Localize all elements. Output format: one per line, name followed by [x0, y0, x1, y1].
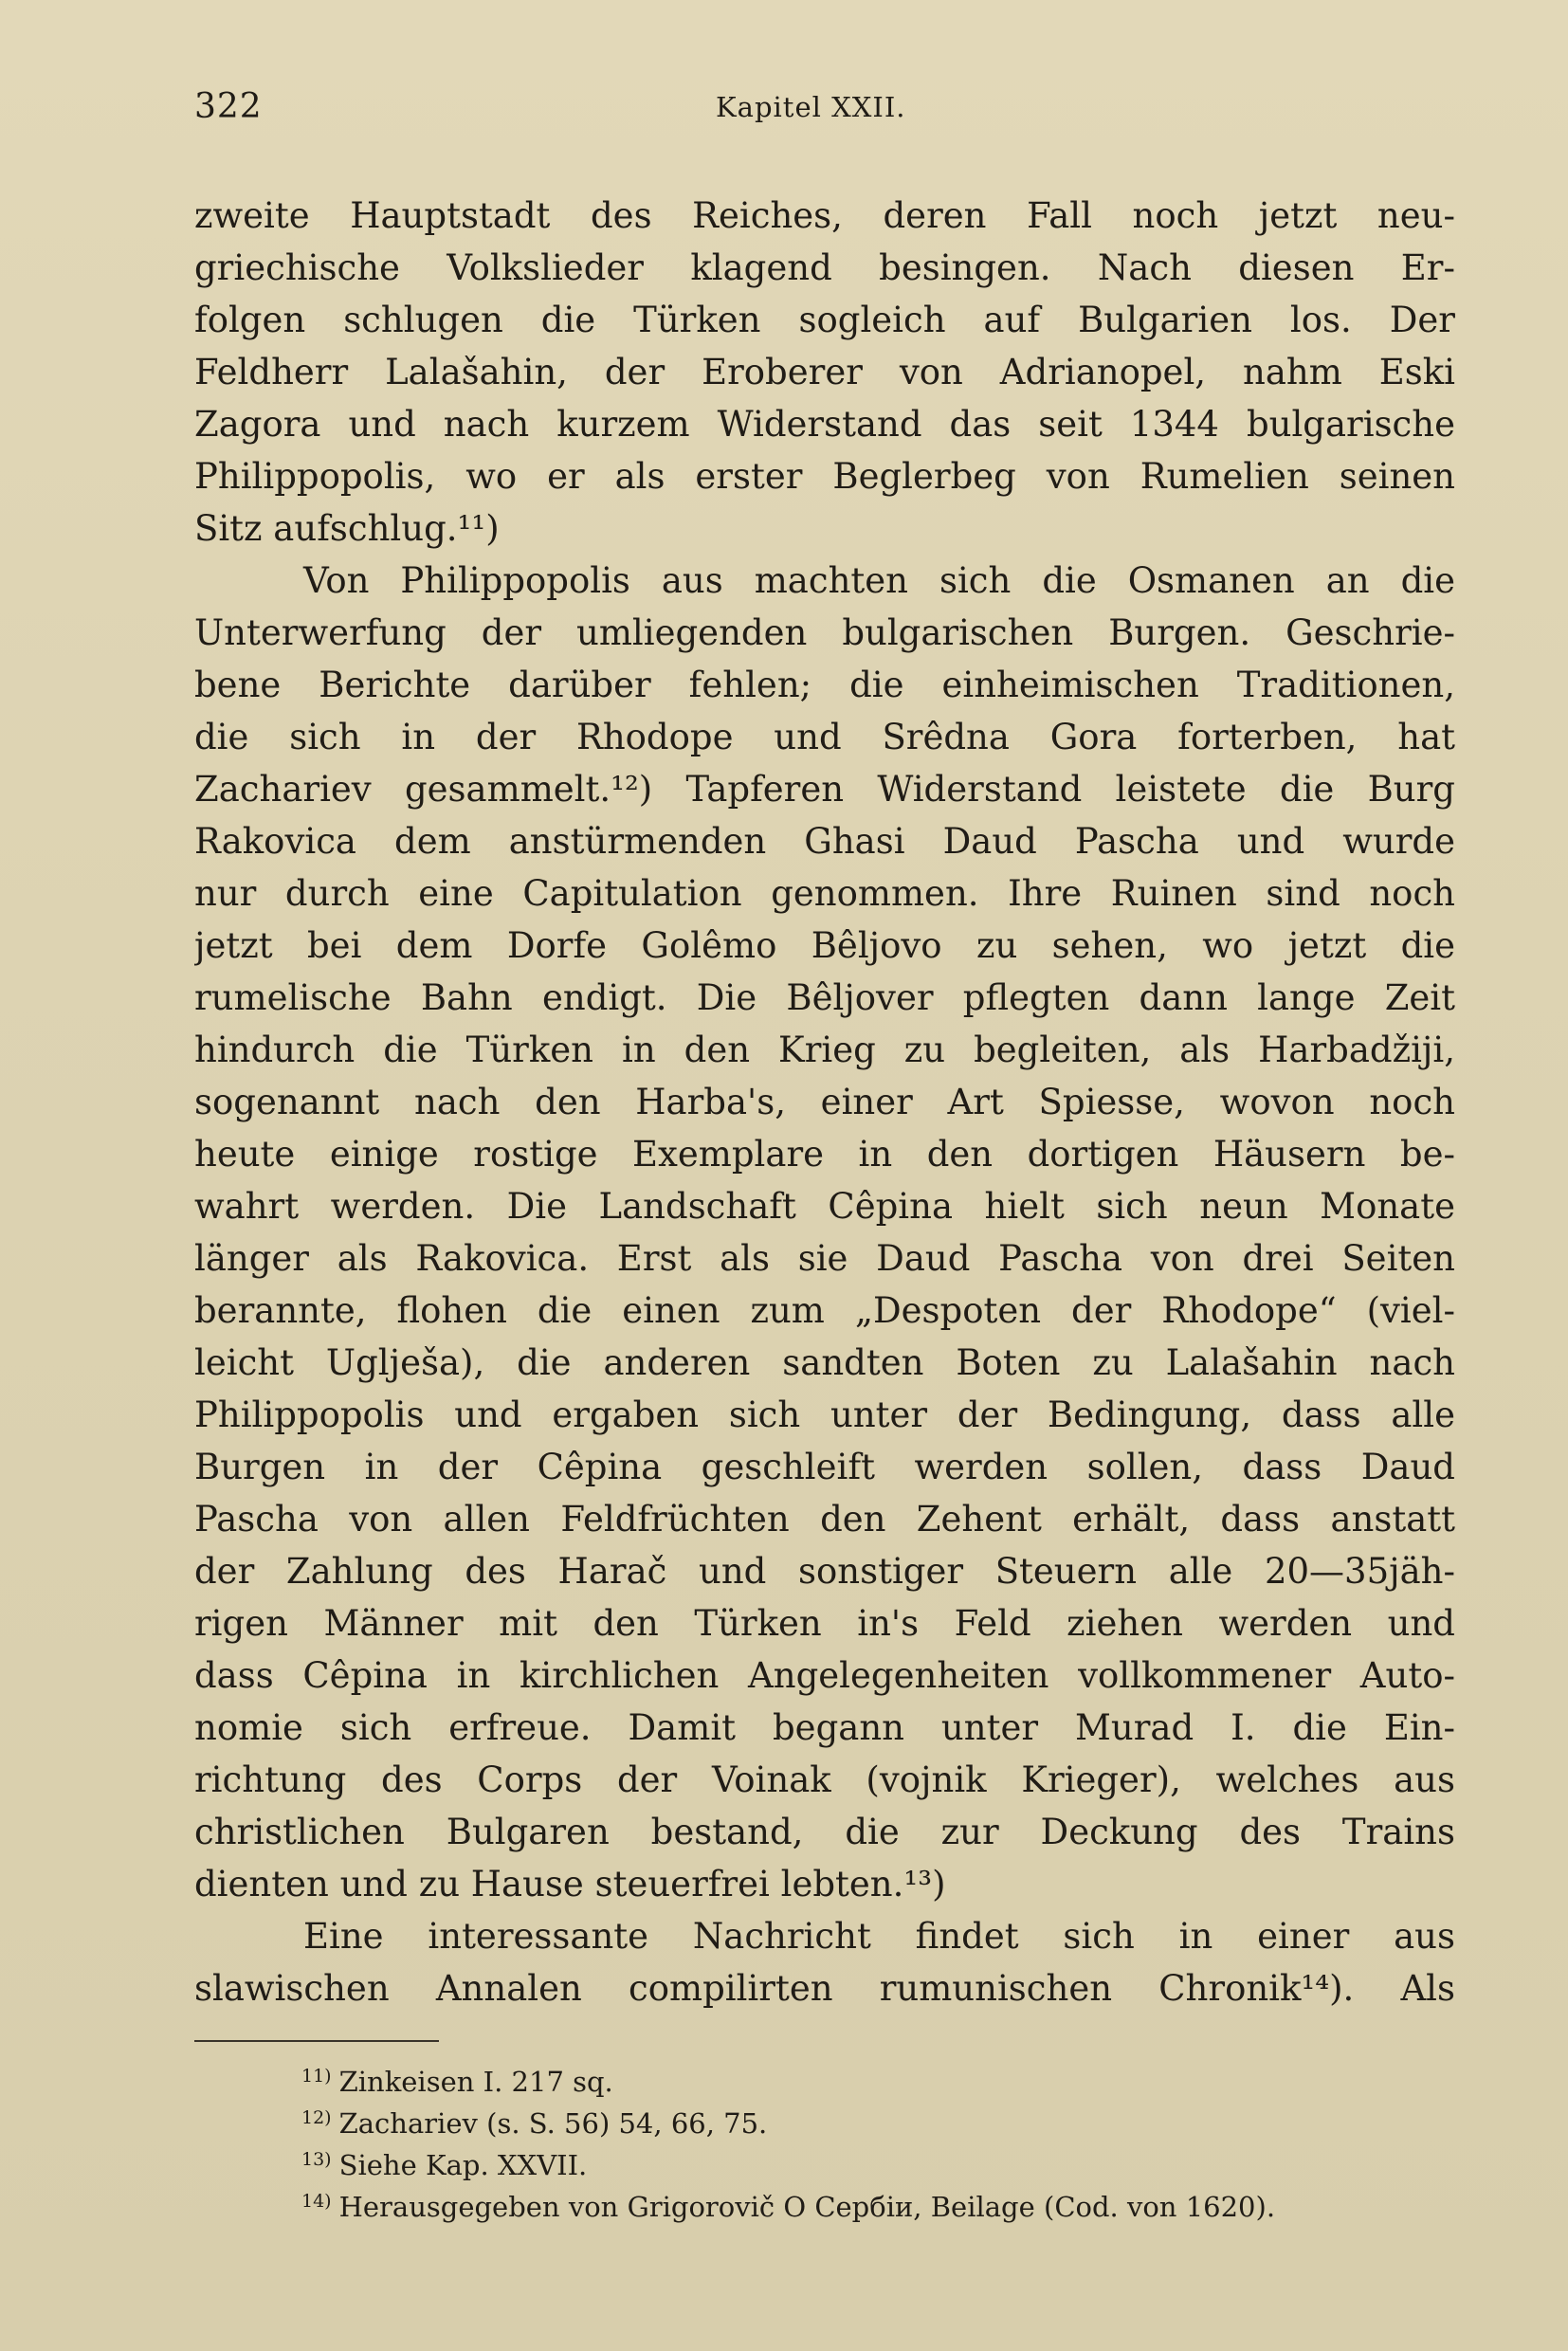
- footnote-text: Zachariev (s. S. 56) 54, 66, 75.: [338, 2107, 768, 2140]
- page-number: 322: [194, 87, 263, 126]
- text-line: Philippopolis, wo er als erster Beglerbeg von Rumelien seinen: [194, 456, 1455, 497]
- text-line: Sitz aufschlug.¹¹): [194, 508, 500, 549]
- text-line: griechische Volkslieder klagend besingen. Nach diesen Er-: [194, 247, 1455, 288]
- footnote-text: Herausgegeben von Grigorovič O Сербіи, Beilage (Cod. von 1620).: [338, 2191, 1276, 2223]
- page-header: [194, 87, 1455, 135]
- footnote-divider: [194, 2040, 439, 2042]
- text-line: dienten und zu Hause steuerfrei lebten.¹³): [194, 1864, 946, 1904]
- footnote-mark: 12): [301, 2107, 332, 2128]
- footnote: [301, 2055, 1477, 2097]
- body-text: [194, 190, 1455, 2014]
- text-line: jetzt bei dem Dorfe Golêmo Bêljovo zu sehen, wo jetzt die: [194, 925, 1455, 966]
- footnote: [301, 2180, 1477, 2222]
- text-line: richtung des Corps der Voinak (vojnik Krieger), welches aus: [194, 1759, 1455, 1800]
- text-line: bene Berichte darüber fehlen; die einheimischen Traditionen,: [194, 665, 1455, 705]
- text-line: Zachariev gesammelt.¹²) Tapferen Widerstand leistete die Burg: [194, 769, 1455, 810]
- text-line: christlichen Bulgaren bestand, die zur Deckung des Trains: [194, 1812, 1455, 1852]
- text-line: Von Philippopolis aus machten sich die Osmanen an die: [303, 560, 1455, 601]
- text-line: Feldherr Lalašahin, der Eroberer von Adrianopel, nahm Eski: [194, 352, 1455, 392]
- text-line: der Zahlung des Harač und sonstiger Steuern alle 20—35jäh-: [194, 1551, 1455, 1592]
- text-line: sogenannt nach den Harba's, einer Art Spiesse, wovon noch: [194, 1082, 1455, 1122]
- footnote-mark: 11): [301, 2066, 332, 2087]
- footnote-mark: 14): [301, 2191, 332, 2212]
- text-line: Burgen in der Cêpina geschleift werden sollen, dass Daud: [194, 1447, 1455, 1487]
- text-line: Pascha von allen Feldfrüchten den Zehent erhält, dass anstatt: [194, 1499, 1455, 1540]
- footnote-mark: 13): [301, 2149, 332, 2170]
- text-line: folgen schlugen die Türken sogleich auf Bulgarien los. Der: [194, 300, 1455, 340]
- text-line: wahrt werden. Die Landschaft Cêpina hielt sich neun Monate: [194, 1186, 1455, 1227]
- text-line: nur durch eine Capitulation genommen. Ihre Ruinen sind noch: [194, 873, 1455, 914]
- text-line: heute einige rostige Exemplare in den dortigen Häusern be-: [194, 1134, 1455, 1175]
- footnote: [301, 2139, 1477, 2180]
- footnote-text: Siehe Kap. XXVII.: [338, 2149, 588, 2181]
- text-line: Eine interessante Nachricht findet sich in einer aus: [303, 1916, 1455, 1957]
- footnote: [301, 2097, 1477, 2139]
- text-line: rumelische Bahn endigt. Die Bêljover pflegten dann lange Zeit: [194, 977, 1455, 1018]
- text-line: leicht Uglješa), die anderen sandten Boten zu Lalašahin nach: [194, 1342, 1455, 1383]
- text-line: Philippopolis und ergaben sich unter der Bedingung, dass alle: [194, 1394, 1455, 1435]
- footnote-text: Zinkeisen I. 217 sq.: [338, 2066, 613, 2098]
- text-line: dass Cêpina in kirchlichen Angelegenheiten vollkommener Auto-: [194, 1655, 1455, 1696]
- running-head: Kapitel XXII.: [716, 91, 906, 123]
- text-line: zweite Hauptstadt des Reiches, deren Fall noch jetzt neu-: [194, 195, 1455, 236]
- text-line: die sich in der Rhodope und Srêdna Gora forterben, hat: [194, 717, 1455, 757]
- text-line: nomie sich erfreue. Damit begann unter Murad I. die Ein-: [194, 1707, 1455, 1748]
- text-line: länger als Rakovica. Erst als sie Daud Pascha von drei Seiten: [194, 1238, 1455, 1279]
- text-line: Unterwerfung der umliegenden bulgarischen Burgen. Geschrie-: [194, 612, 1455, 653]
- text-line: rigen Männer mit den Türken in's Feld ziehen werden und: [194, 1603, 1455, 1644]
- text-line: berannte, flohen die einen zum „Despoten der Rhodope“ (viel-: [194, 1290, 1455, 1331]
- text-line: Rakovica dem anstürmenden Ghasi Daud Pascha und wurde: [194, 821, 1455, 862]
- text-line: hindurch die Türken in den Krieg zu begleiten, als Harbadžiji,: [194, 1030, 1455, 1070]
- footnotes: [301, 2055, 1477, 2222]
- text-line: Zagora und nach kurzem Widerstand das seit 1344 bulgarische: [194, 404, 1455, 445]
- text-line: slawischen Annalen compilirten rumunischen Chronik¹⁴). Als: [194, 1968, 1455, 2009]
